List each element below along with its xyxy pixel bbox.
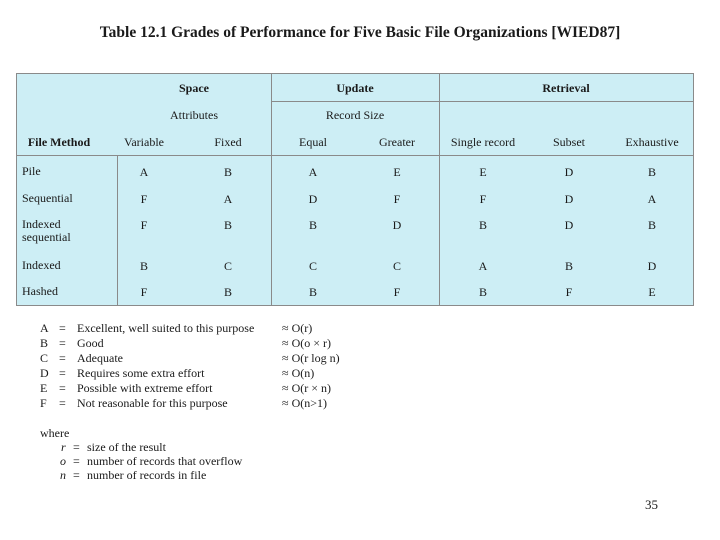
grade-cell: D xyxy=(392,218,402,232)
header-update: Update xyxy=(336,81,374,95)
legend-complexity: ≈ O(o × r) xyxy=(282,336,332,350)
grade-cell: B xyxy=(308,285,317,299)
legend-text: Good xyxy=(77,336,104,350)
legend-letter: E xyxy=(40,381,48,395)
grade-cell: A xyxy=(308,165,318,179)
legend-complexity: ≈ O(r) xyxy=(282,321,313,335)
row-label-line: Indexed xyxy=(22,217,61,231)
grade-cell: D xyxy=(647,259,657,273)
grade-cell: A xyxy=(139,165,149,179)
page-number: 35 xyxy=(645,497,658,512)
legend-text: Requires some extra effort xyxy=(77,366,205,380)
where-text: number of records in file xyxy=(87,468,207,482)
grade-cell: B xyxy=(478,285,487,299)
column-header: Subset xyxy=(552,135,585,149)
legend-letter: C xyxy=(40,351,49,365)
where-equals: = xyxy=(73,468,80,482)
header-space: Space xyxy=(179,81,209,95)
grade-cell: D xyxy=(564,165,574,179)
grade-cell: B xyxy=(308,218,317,232)
table-rule xyxy=(17,155,693,156)
grade-cell: F xyxy=(140,285,148,299)
grade-cell: C xyxy=(308,259,317,273)
row-label-pile: Pile xyxy=(22,164,41,178)
legend-complexity: ≈ O(n) xyxy=(282,366,315,380)
legend-complexity: ≈ O(r log n) xyxy=(282,351,340,365)
legend-letter: B xyxy=(40,336,49,350)
legend-equals: = xyxy=(59,321,66,335)
column-header: Variable xyxy=(124,135,164,149)
page-title: Table 12.1 Grades of Performance for Five Basic File Organizations [WIED87] xyxy=(99,24,621,41)
grade-cell: D xyxy=(564,192,574,206)
legend-letter: A xyxy=(40,321,49,335)
grade-cell: A xyxy=(478,259,488,273)
legend-text: Adequate xyxy=(77,351,123,365)
legend-complexity: ≈ O(r × n) xyxy=(282,381,332,395)
grade-cell: A xyxy=(223,192,233,206)
grade-cell: E xyxy=(393,165,401,179)
grade-cell: F xyxy=(140,192,148,206)
where-equals: = xyxy=(73,454,80,468)
legend-letter: D xyxy=(40,366,49,380)
grade-cell: D xyxy=(308,192,318,206)
grade-cell: C xyxy=(223,259,232,273)
subheader-record-size: Record Size xyxy=(325,108,385,122)
grade-cell: B xyxy=(564,259,573,273)
row-label-hashed: Hashed xyxy=(22,284,58,298)
legend-text: Not reasonable for this purpose xyxy=(77,396,228,410)
legend-equals: = xyxy=(59,381,66,395)
where-equals: = xyxy=(73,440,80,454)
legend-equals: = xyxy=(59,336,66,350)
column-header-file-method: File Method xyxy=(27,135,91,149)
legend-equals: = xyxy=(59,396,66,410)
column-header: Single record xyxy=(450,135,516,149)
legend-text: Excellent, well suited to this purpose xyxy=(77,321,255,335)
grade-cell: F xyxy=(393,192,401,206)
grade-cell: F xyxy=(393,285,401,299)
grade-cell: B xyxy=(139,259,148,273)
grade-cell: F xyxy=(479,192,487,206)
header-retrieval: Retrieval xyxy=(542,81,590,95)
grade-cell: D xyxy=(564,218,574,232)
grade-cell: F xyxy=(565,285,573,299)
grade-cell: B xyxy=(223,165,232,179)
grade-cell: B xyxy=(478,218,487,232)
row-label-sequential: Sequential xyxy=(22,191,73,205)
grade-cell: C xyxy=(392,259,401,273)
grades-table xyxy=(16,73,694,306)
grade-cell: B xyxy=(223,218,232,232)
row-label-line: sequential xyxy=(22,230,71,244)
where-label: where xyxy=(40,426,70,440)
legend-text: Possible with extreme effort xyxy=(77,381,213,395)
legend-letter: F xyxy=(40,396,47,410)
where-symbol: n xyxy=(60,468,66,482)
row-label-indexed: Indexed xyxy=(22,258,61,272)
grade-cell: E xyxy=(648,285,656,299)
where-symbol: r xyxy=(61,440,66,454)
subheader-attributes: Attributes xyxy=(170,108,218,122)
grade-cell: B xyxy=(647,165,656,179)
legend-equals: = xyxy=(59,366,66,380)
column-header: Exhaustive xyxy=(625,135,679,149)
where-symbol: o xyxy=(60,454,66,468)
where-text: number of records that overflow xyxy=(87,454,243,468)
column-header: Greater xyxy=(379,135,415,149)
grade-cell: E xyxy=(479,165,487,179)
legend-equals: = xyxy=(59,351,66,365)
row-label-indexed-sequential xyxy=(22,218,71,244)
grade-cell: B xyxy=(223,285,232,299)
legend-complexity: ≈ O(n>1) xyxy=(282,396,328,410)
grade-cell: F xyxy=(140,218,148,232)
where-text: size of the result xyxy=(87,440,166,454)
column-header: Fixed xyxy=(214,135,242,149)
column-header: Equal xyxy=(299,135,327,149)
grade-cell: A xyxy=(647,192,657,206)
table-rule xyxy=(271,101,693,102)
grade-cell: B xyxy=(647,218,656,232)
